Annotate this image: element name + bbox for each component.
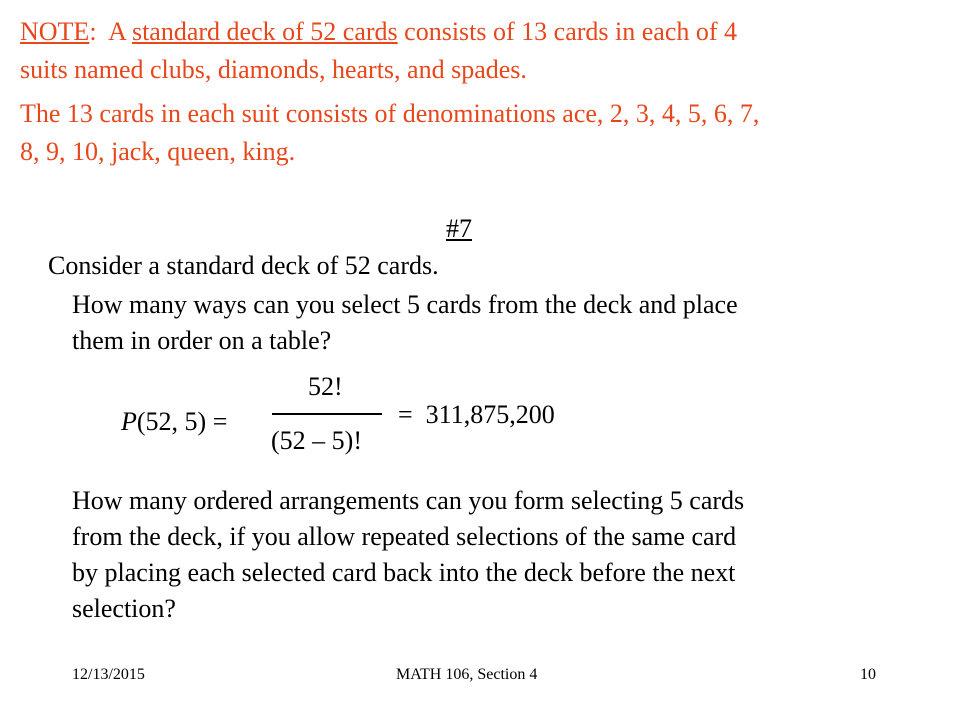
fraction-denominator: (52 – 5)! bbox=[271, 426, 362, 455]
note-paragraph-2-line-2: 8, 9, 10, jack, queen, king. bbox=[20, 137, 296, 166]
question-2-line-2: from the deck, if you allow repeated selections of the same card bbox=[72, 522, 737, 551]
permutation-lhs bbox=[121, 405, 227, 439]
fraction-numerator: 52! bbox=[308, 372, 343, 401]
question-2-line-1: How many ordered arrangements can you form selecting 5 cards bbox=[72, 486, 745, 515]
question-2-line-3: by placing each selected card back into the deck before the next bbox=[72, 558, 736, 587]
note-label-separator: : A bbox=[89, 17, 132, 46]
footer-page-number: 10 bbox=[860, 666, 876, 683]
permutation-result: = 311,875,200 bbox=[398, 400, 555, 429]
permutation-args: (52, 5) = bbox=[136, 407, 228, 436]
question-2-line-4: selection? bbox=[72, 594, 176, 623]
note-paragraph-1-line-1 bbox=[20, 14, 737, 49]
permutation-function: P bbox=[121, 407, 137, 436]
footer-course: MATH 106, Section 4 bbox=[396, 666, 538, 683]
deck-definition-link[interactable]: standard deck of 52 cards bbox=[131, 17, 398, 46]
note-paragraph-1-line-2: suits named clubs, diamonds, hearts, and spades. bbox=[20, 55, 527, 84]
problem-number: #7 bbox=[446, 214, 472, 243]
question-1-line-1: How many ways can you select 5 cards from the deck and place bbox=[72, 290, 738, 319]
note-p1-rest: consists of 13 cards in each of 4 bbox=[397, 17, 738, 46]
footer-date: 12/13/2015 bbox=[72, 666, 145, 683]
note-label: NOTE bbox=[20, 17, 90, 46]
fraction-bar bbox=[272, 413, 382, 415]
question-1-line-2: them in order on a table? bbox=[72, 326, 332, 355]
problem-intro: Consider a standard deck of 52 cards. bbox=[48, 251, 439, 280]
note-paragraph-2-line-1: The 13 cards in each suit consists of denominations ace, 2, 3, 4, 5, 6, 7, bbox=[20, 99, 760, 128]
